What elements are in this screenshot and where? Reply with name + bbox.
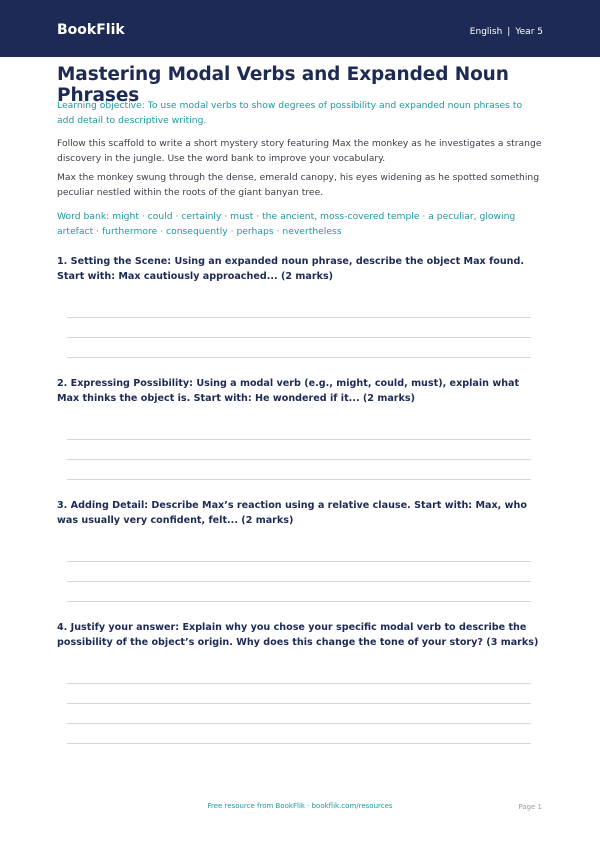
subject-label: English: [469, 27, 503, 37]
footer-resource-link[interactable]: Free resource from BookFlik · bookflik.com/resources: [207, 802, 393, 810]
header-bar: [0, 0, 600, 57]
question-2: 2. Expressing Possibility: Using a modal verb (e.g., might, could, must), explain what Max thinks the object is. Start with: He wondered if it... (2 marks): [57, 378, 520, 404]
brand-logo: BookFlik: [57, 22, 125, 38]
answer-line[interactable]: [67, 561, 531, 562]
story-opening-text: Max the monkey swung through the dense, emerald canopy, his eyes widening as he spotted something peculiar nestled within the roots of the giant banyan tree.: [57, 172, 540, 198]
answer-line[interactable]: [67, 479, 531, 480]
answer-line[interactable]: [67, 743, 531, 744]
question-3: 3. Adding Detail: Describe Max’s reaction using a relative clause. Start with: Max, who was usually very confident, felt... (2 marks): [57, 500, 527, 526]
answer-line[interactable]: [67, 357, 531, 358]
page-title: Mastering Modal Verbs and Expanded Noun Phrases: [57, 64, 509, 106]
page-number: Page 1: [518, 803, 542, 811]
instructions-text: Follow this scaffold to write a short mystery story featuring Max the monkey as he investigates a strange discovery in the jungle. Use the word bank to improve your vocabulary.: [57, 138, 542, 164]
answer-line[interactable]: [67, 683, 531, 684]
word-bank: Word bank: might · could · certainly · must · the ancient, moss-covered temple · a peculiar, glowing artefact · furthermore · consequently · perhaps · nevertheless: [57, 211, 516, 237]
answer-line[interactable]: [67, 459, 531, 460]
meta-separator: |: [507, 27, 511, 37]
learning-objective: Learning objective: To use modal verbs to show degrees of possibility and expanded noun phrases to add detail to descriptive writing.: [57, 100, 523, 126]
answer-line[interactable]: [67, 337, 531, 338]
answer-line[interactable]: [67, 581, 531, 582]
answer-line[interactable]: [67, 723, 531, 724]
question-4: 4. Justify your answer: Explain why you chose your specific modal verb to describe the possibility of the object’s origin. Why does this change the tone of your story? (3 marks): [57, 622, 539, 648]
answer-line[interactable]: [67, 703, 531, 704]
answer-line[interactable]: [67, 601, 531, 602]
subject-year-label: [470, 27, 543, 37]
question-1: 1. Setting the Scene: Using an expanded noun phrase, describe the object Max found. Start with: Max cautiously approached... (2 marks): [57, 256, 525, 282]
year-label: Year 5: [515, 27, 543, 37]
answer-line[interactable]: [67, 439, 531, 440]
answer-line[interactable]: [67, 317, 531, 318]
